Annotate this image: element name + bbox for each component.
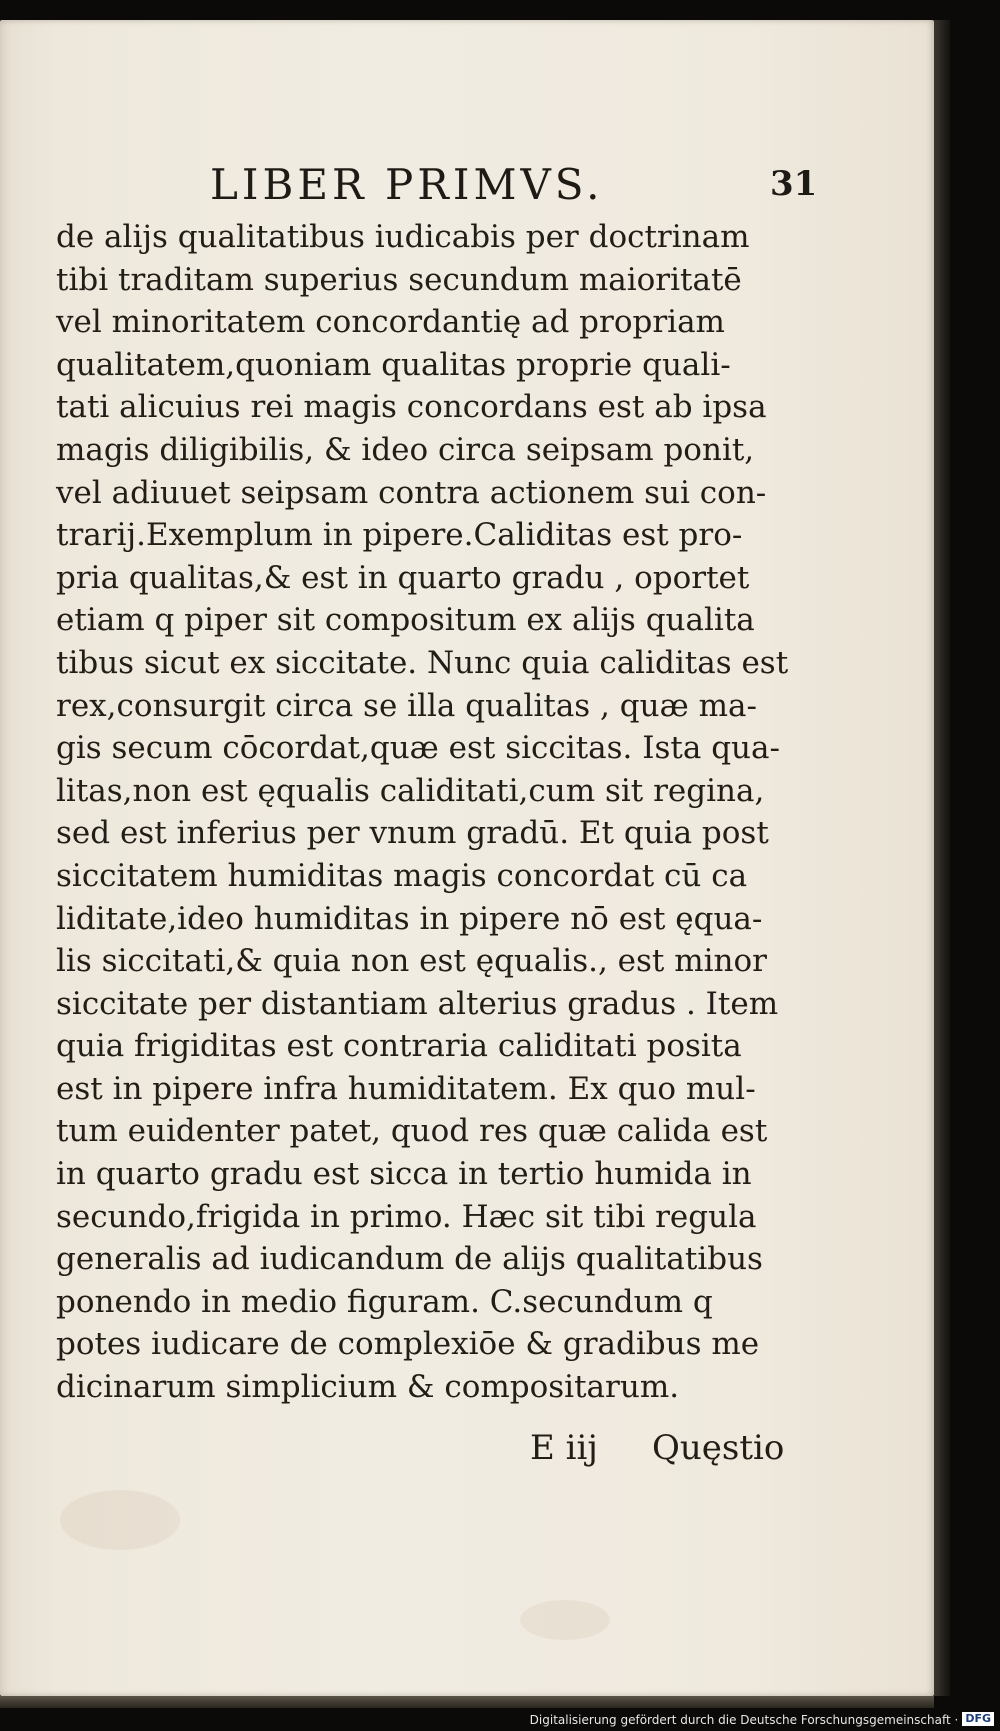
text-line: trarij.Exemplum in pipere.Caliditas est pro- [56,517,743,554]
paper-stain [60,1490,180,1550]
text-line: ponendo in medio figuram. C.secundum q [56,1283,713,1320]
text-block [56,216,816,1409]
text-line: potes iudicare de complexiōe & gradibus me [56,1326,760,1363]
text-line: quia frigiditas est contraria caliditati posita [56,1028,742,1065]
digitization-credit [530,1712,994,1728]
running-head-title: LIBER PRIMVS. [210,160,604,209]
text-line: tati alicuius rei magis concordans est ab ipsa [56,389,767,426]
signature-mark: E iij [530,1428,598,1468]
text-line: siccitate per distantiam alterius gradus . Item [56,985,779,1022]
credit-text: Digitalisierung gefördert durch die Deutsche Forschungsgemeinschaft · [529,1713,959,1727]
folio-number: 31 [770,164,818,204]
text-line: pria qualitas,& est in quarto gradu , oportet [56,559,750,596]
text-line: etiam q piper sit compositum ex alijs qualita [56,602,755,639]
text-line: dicinarum simplicium & compositarum. [56,1369,680,1406]
text-line: generalis ad iudicandum de alijs qualitatibus [56,1241,763,1278]
catchword: Quęstio [652,1428,785,1468]
text-line: tibus sicut ex siccitate. Nunc quia caliditas est [56,644,789,681]
text-line: sed est inferius per vnum gradū. Et quia post [56,815,769,852]
text-line: tum euidenter patet, quod res quæ calida est [56,1113,768,1150]
text-line: qualitatem,quoniam qualitas proprie quali- [56,346,731,383]
text-line: liditate,ideo humiditas in pipere nō est ęqua- [56,900,763,937]
text-line: secundo,frigida in primo. Hæc sit tibi regula [56,1198,757,1235]
text-line: litas,non est ęqualis caliditati,cum sit regina, [56,772,765,809]
page-edge-shadow [934,20,950,1696]
paper-stain [520,1600,610,1640]
text-line: magis diligibilis, & ideo circa seipsam ponit, [56,431,755,468]
text-line: vel adiuuet seipsam contra actionem sui con- [56,474,767,511]
running-head [210,160,818,210]
text-line: rex,consurgit circa se illa qualitas , quæ ma- [56,687,757,724]
text-line: in quarto gradu est sicca in tertio humida in [56,1156,752,1193]
text-line: vel minoritatem concordantię ad propriam [56,304,725,341]
dfg-logo: DFG [962,1712,994,1726]
signature-catchword-line [530,1428,810,1474]
text-line: de alijs qualitatibus iudicabis per doctrinam [56,219,750,255]
text-line: est in pipere infra humiditatem. Ex quo mul- [56,1070,756,1107]
text-line: siccitatem humiditas magis concordat cū ca [56,857,748,894]
book-page [0,20,934,1696]
text-line: gis secum cōcordat,quæ est siccitas. Ista qua- [56,730,780,767]
text-line: tibi traditam superius secundum maioritatē [56,261,742,298]
text-line: lis siccitati,& quia non est ęqualis., est minor [56,943,768,980]
